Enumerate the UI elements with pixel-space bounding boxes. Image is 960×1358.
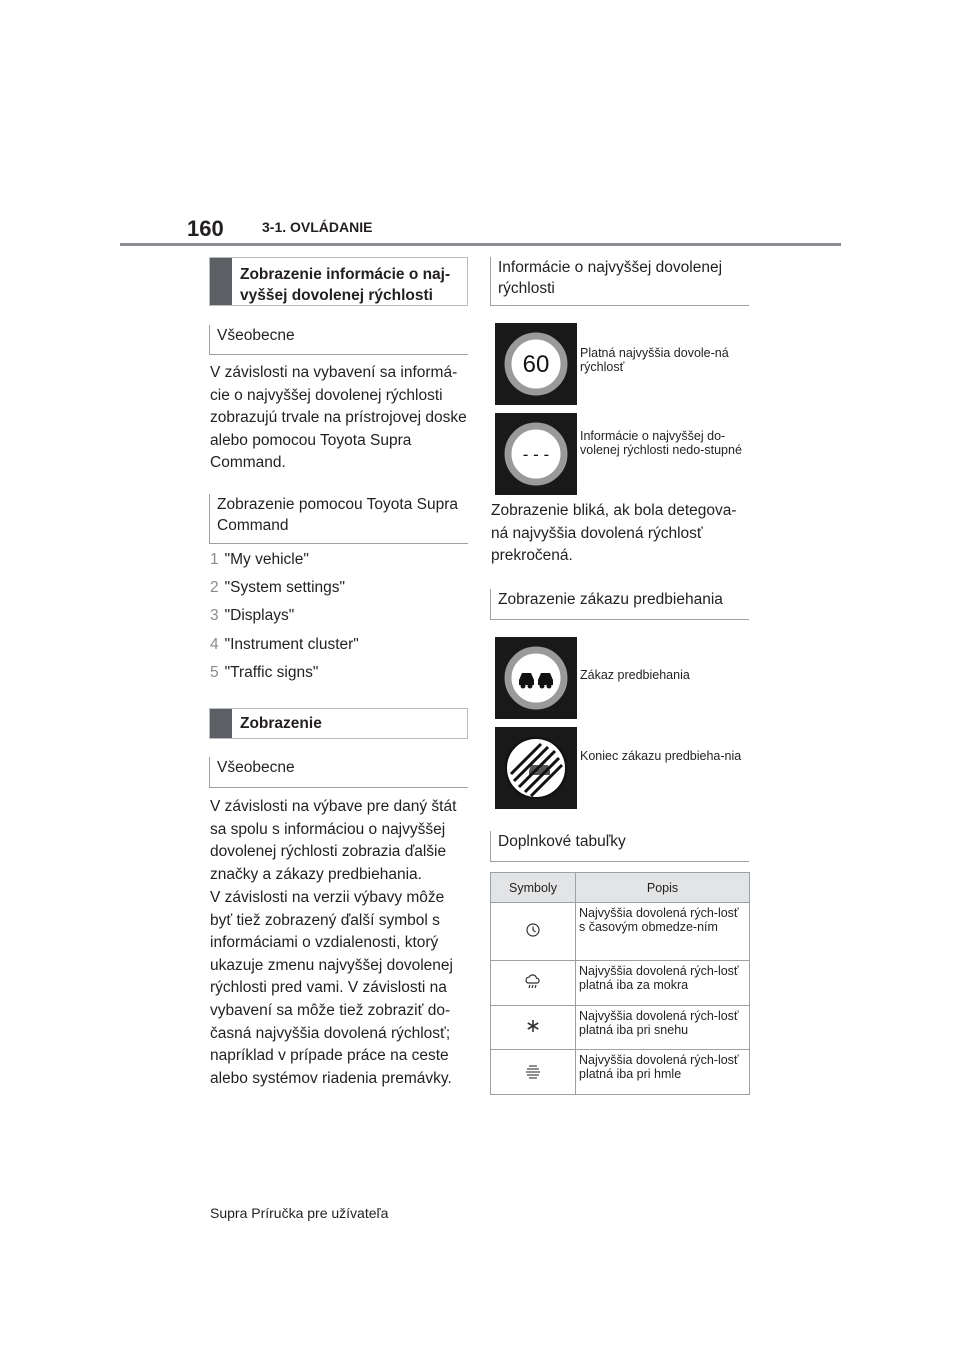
step-text: "Displays" [224,607,295,624]
table-header-row [491,873,750,903]
step-number: 2 [210,579,219,596]
clock-icon [525,922,541,938]
step-text: "My vehicle" [224,551,309,568]
table-cell-description: Najvyššia dovolená rých-losť platná iba za mokra [576,961,750,1006]
heading-box-title: Zobrazenie informácie o naj-vyššej dovolenej rýchlosti [240,266,451,304]
no-overtaking-icon [495,637,577,719]
step-item [210,579,345,597]
no-overtaking-sign-image [495,637,577,719]
step-item [210,551,309,569]
table-row [491,961,750,1006]
header-divider [120,243,841,246]
table-cell-description: Najvyššia dovolená rých-losť platná iba pri snehu [576,1006,750,1050]
paragraph-speed-info: V závislosti na vybavení sa informá-cie o najvyššej dovolenej rýchlosti zobrazujú trvale na prístrojovej doske alebo pomocou Toyota Supra Command. [210,364,467,472]
footer-title: Supra Príručka pre užívateľa [210,1205,389,1221]
table-row [491,903,750,961]
table-row [491,1006,750,1050]
step-text: "Traffic signs" [224,664,319,681]
step-number: 3 [210,607,219,624]
subheading-speed-info: Informácie o najvyššej dovolenej rýchlosti [490,257,749,306]
speed-limit-sign-image [495,323,577,405]
step-item [210,664,318,682]
step-number: 1 [210,551,219,568]
column-header-symbols: Symboly [491,873,576,903]
table-cell-description: Najvyššia dovolená rých-losť s časovým obmedze-ním [576,903,750,961]
fog-icon [524,1063,542,1079]
column-header-description: Popis [576,873,750,903]
sign-caption: Informácie o najvyššej do-volenej rýchlosti nedo-stupné [580,429,742,457]
table-cell-symbol [491,1006,576,1050]
speed-limit-60-icon [495,323,577,405]
end-no-overtaking-sign-image [495,727,577,809]
subheading-general-1: Všeobecne [209,325,468,355]
step-number: 5 [210,664,219,681]
heading-box-bar [210,258,232,305]
rain-cloud-icon [524,974,542,990]
step-text: "Instrument cluster" [224,636,359,653]
subheading-additional-tables: Doplnkové tabuľky [490,831,749,862]
heading-box-title: Zobrazenie [240,715,322,732]
speed-unavailable-icon [495,413,577,495]
subheading-display-command: Zobrazenie pomocou Toyota Supra Command [209,494,468,544]
table-cell-symbol [491,961,576,1006]
subheading-no-overtaking: Zobrazenie zákazu predbiehania [490,589,749,620]
speed-value: 60 [522,351,550,378]
speed-value: - - - [522,445,550,464]
table-row [491,1050,750,1095]
sign-caption: Zákaz predbiehania [580,668,690,682]
heading-box-bar [210,709,232,738]
step-text: "System settings" [224,579,346,596]
table-cell-symbol [491,903,576,961]
step-number: 4 [210,636,219,653]
subheading-general-2: Všeobecne [209,757,468,788]
table-cell-symbol [491,1050,576,1095]
step-item [210,607,294,625]
symbols-table [490,872,750,1095]
heading-box-display [209,708,468,739]
table-cell-description: Najvyššia dovolená rých-losť platná iba pri hmle [576,1050,750,1095]
paragraph-version-info: V závislosti na verzii výbavy môže byť tiež zobrazený ďalší symbol s informáciami o vzdialenosti, ktorý ukazuje zmenu najvyššej dovolenej rýchlosti pred vami. V závislosti na vybavení sa môže tiež zobraziť do-časná najvyššia dovolená rýchlosť; napríklad v prípade práce na ceste alebo systémov riadenia premávky. [210,889,453,1087]
paragraph-blink-info: Zobrazenie bliká, ak bola detegova-ná najvyššia dovolená rýchlosť prekročená. [491,502,737,565]
speed-unavailable-sign-image [495,413,577,495]
paragraph-additional-signs: V závislosti na výbave pre daný štát sa spolu s informáciou o najvyššej dovolenej rýchlosti zobrazia ďalšie značky a zákazy predbiehania. [210,798,457,883]
heading-box-speed-info [209,257,468,306]
snowflake-icon [526,1019,540,1033]
step-item [210,636,359,654]
end-no-overtaking-icon [495,727,577,809]
page-number: 160 [187,216,224,241]
sign-caption: Koniec zákazu predbieha-nia [580,749,742,763]
sign-caption: Platná najvyššia dovole-ná rýchlosť [580,346,729,374]
section-title: 3-1. OVLÁDANIE [262,219,373,235]
